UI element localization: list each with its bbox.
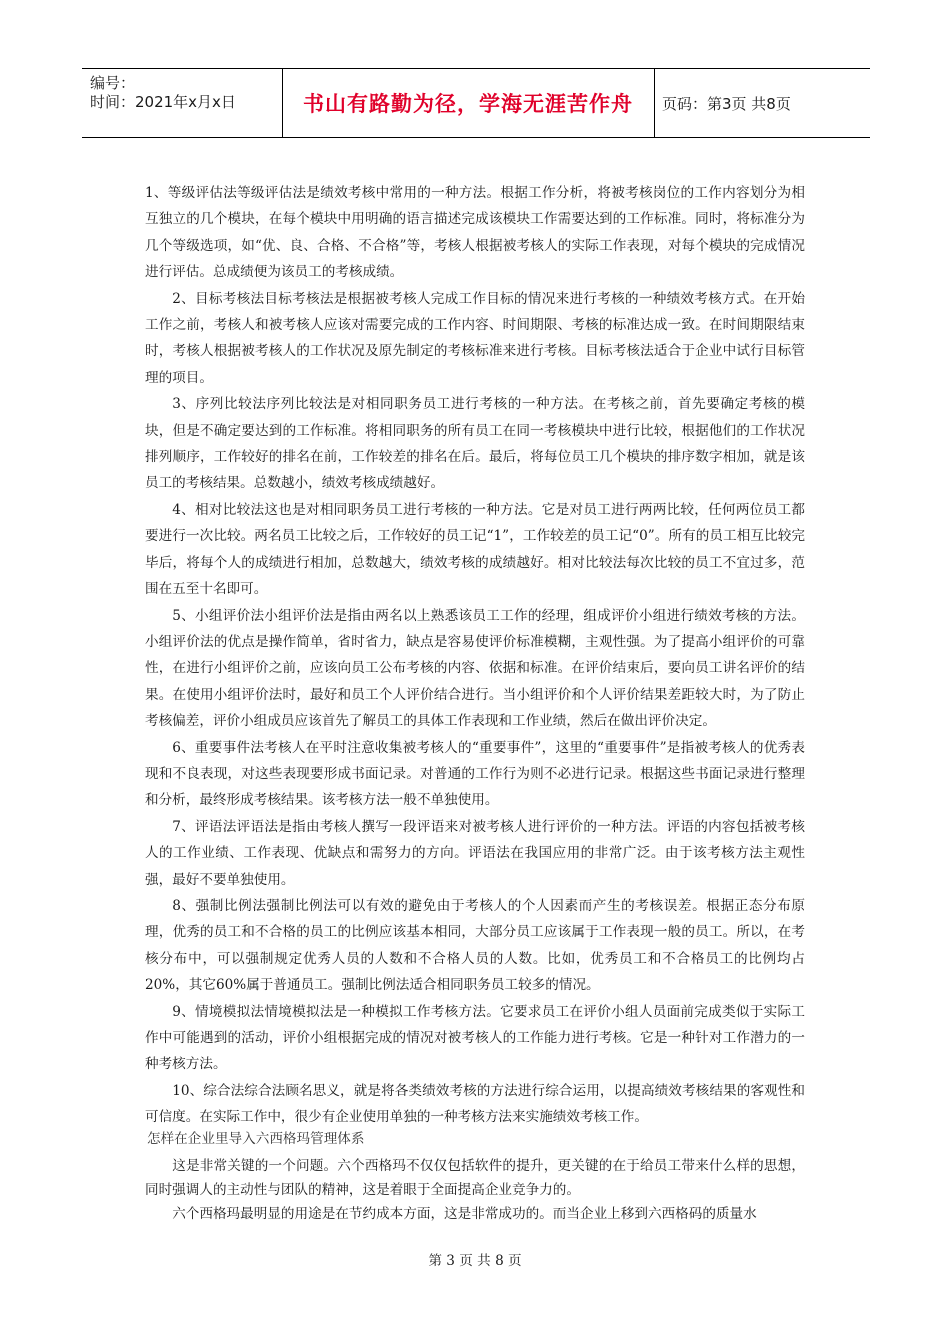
header-meta-cell	[82, 69, 283, 137]
header-motto-cell	[282, 69, 655, 137]
paragraph-3: 3、序列比较法序列比较法是对相同职务员工进行考核的一种方法。在考核之前，首先要确定考核的模块，但是不确定要达到的工作标准。将相同职务的所有员工在同一考核模块中进行比较，根据他们的工作状况排列顺序，工作较好的排名在前，工作较差的排名在后。最后，将每位员工几个模块的排序数字相加，就是该员工的考核结果。总数越小，绩效考核成绩越好。	[145, 396, 805, 492]
header-time-label: 时间：2021年x月x日	[90, 93, 236, 111]
paragraph-7: 7、评语法评语法是指由考核人撰写一段评语来对被考核人进行评价的一种方法。评语的内容包括被考核人的工作业绩、工作表现、优缺点和需努力的方向。评语法在我国应用的非常广泛。由于该考核方法主观性强，最好不要单独使用。	[145, 818, 805, 888]
paragraph-10: 10、综合法综合法顾名思义，就是将各类绩效考核的方法进行综合运用，以提高绩效考核结果的客观性和可信度。在实际工作中，很少有企业使用单独的一种考核方法来实施绩效考核工作。	[145, 1082, 805, 1126]
header-page-cell	[654, 69, 870, 137]
section-paragraph-2: 六个西格玛最明显的用途是在节约成本方面，这是非常成功的。而当企业上移到六西格码的质量水	[172, 1206, 757, 1222]
document-body	[145, 180, 805, 1131]
section-body	[145, 1154, 805, 1226]
page-footer: 第 3 页 共 8 页	[428, 1253, 522, 1269]
paragraph-8: 8、强制比例法强制比例法可以有效的避免由于考核人的个人因素而产生的考核误差。根据正态分布原理，优秀的员工和不合格的员工的比例应该基本相同，大部分员工应该属于工作表现一般的员工。所以，在考核分布中，可以强制规定优秀人员的人数和不合格人员的人数。比如，优秀员工和不合格员工的比例均占20%，其它60%属于普通员工。强制比例法适合相同职务员工较多的情况。	[145, 897, 805, 994]
paragraph-1: 1、等级评估法等级评估法是绩效考核中常用的一种方法。根据工作分析，将被考核岗位的工作内容划分为相互独立的几个模块，在每个模块中用明确的语言描述完成该模块工作需要达到的工作标准。同时，将标准分为几个等级选项，如“优、良、合格、不合格”等，考核人根据被考核人的实际工作表现，对每个模块的完成情况进行评估。总成绩便为该员工的考核成绩。	[145, 185, 805, 281]
section-paragraph-1: 这是非常关键的一个问题。六个西格玛不仅仅包括软件的提升，更关键的在于给员工带来什么样的思想，同时强调人的主动性与团队的精神，这是着眼于全面提高企业竞争力的。	[145, 1158, 805, 1198]
paragraph-5: 5、小组评价法小组评价法是指由两名以上熟悉该员工工作的经理，组成评价小组进行绩效考核的方法。小组评价法的优点是操作简单，省时省力，缺点是容易使评价标准模糊，主观性强。为了提高小组评价的可靠性，在进行小组评价之前，应该向员工公布考核的内容、依据和标准。在评价结束后，要向员工讲名评价的结果。在使用小组评价法时，最好和员工个人评价结合进行。当小组评价和个人评价结果差距较大时，为了防止考核偏差，评价小组成员应该首先了解员工的具体工作表现和工作业绩，然后在做出评价决定。	[145, 607, 805, 730]
section-title: 怎样在企业里导入六西格玛管理体系	[147, 1131, 365, 1147]
header-motto: 书山有路勤为径，学海无涯苦作舟	[303, 92, 633, 116]
paragraph-4: 4、相对比较法这也是对相同职务员工进行考核的一种方法。它是对员工进行两两比较，任何两位员工都要进行一次比较。两名员工比较之后，工作较好的员工记“1”，工作较差的员工记“0”。所有的员工相互比较完毕后，将每个人的成绩进行相加，总数越大，绩效考核的成绩越好。相对比较法每次比较的员工不宜过多，范围在五至十名即可。	[145, 501, 805, 598]
header-code-label: 编号：	[90, 74, 136, 92]
paragraph-6: 6、重要事件法考核人在平时注意收集被考核人的“重要事件”，这里的“重要事件”是指被考核人的优秀表现和不良表现，对这些表现要形成书面记录。对普通的工作行为则不必进行记录。根据这些书面记录进行整理和分析，最终形成考核结果。该考核方法一般不单独使用。	[145, 739, 805, 809]
header-page-info: 页码：第3页 共8页	[662, 94, 791, 113]
paragraph-2: 2、目标考核法目标考核法是根据被考核人完成工作目标的情况来进行考核的一种绩效考核方式。在开始工作之前，考核人和被考核人应该对需要完成的工作内容、时间期限、考核的标准达成一致。在时间期限结束时，考核人根据被考核人的工作状况及原先制定的考核标准来进行考核。目标考核法适合于企业中试行目标管理的项目。	[145, 290, 805, 386]
paragraph-9: 9、情境模拟法情境模拟法是一种模拟工作考核方法。它要求员工在评价小组人员面前完成类似于实际工作中可能遇到的活动，评价小组根据完成的情况对被考核人的工作能力进行考核。它是一种针对工作潜力的一种考核方法。	[145, 1003, 805, 1073]
document-header	[82, 68, 870, 138]
